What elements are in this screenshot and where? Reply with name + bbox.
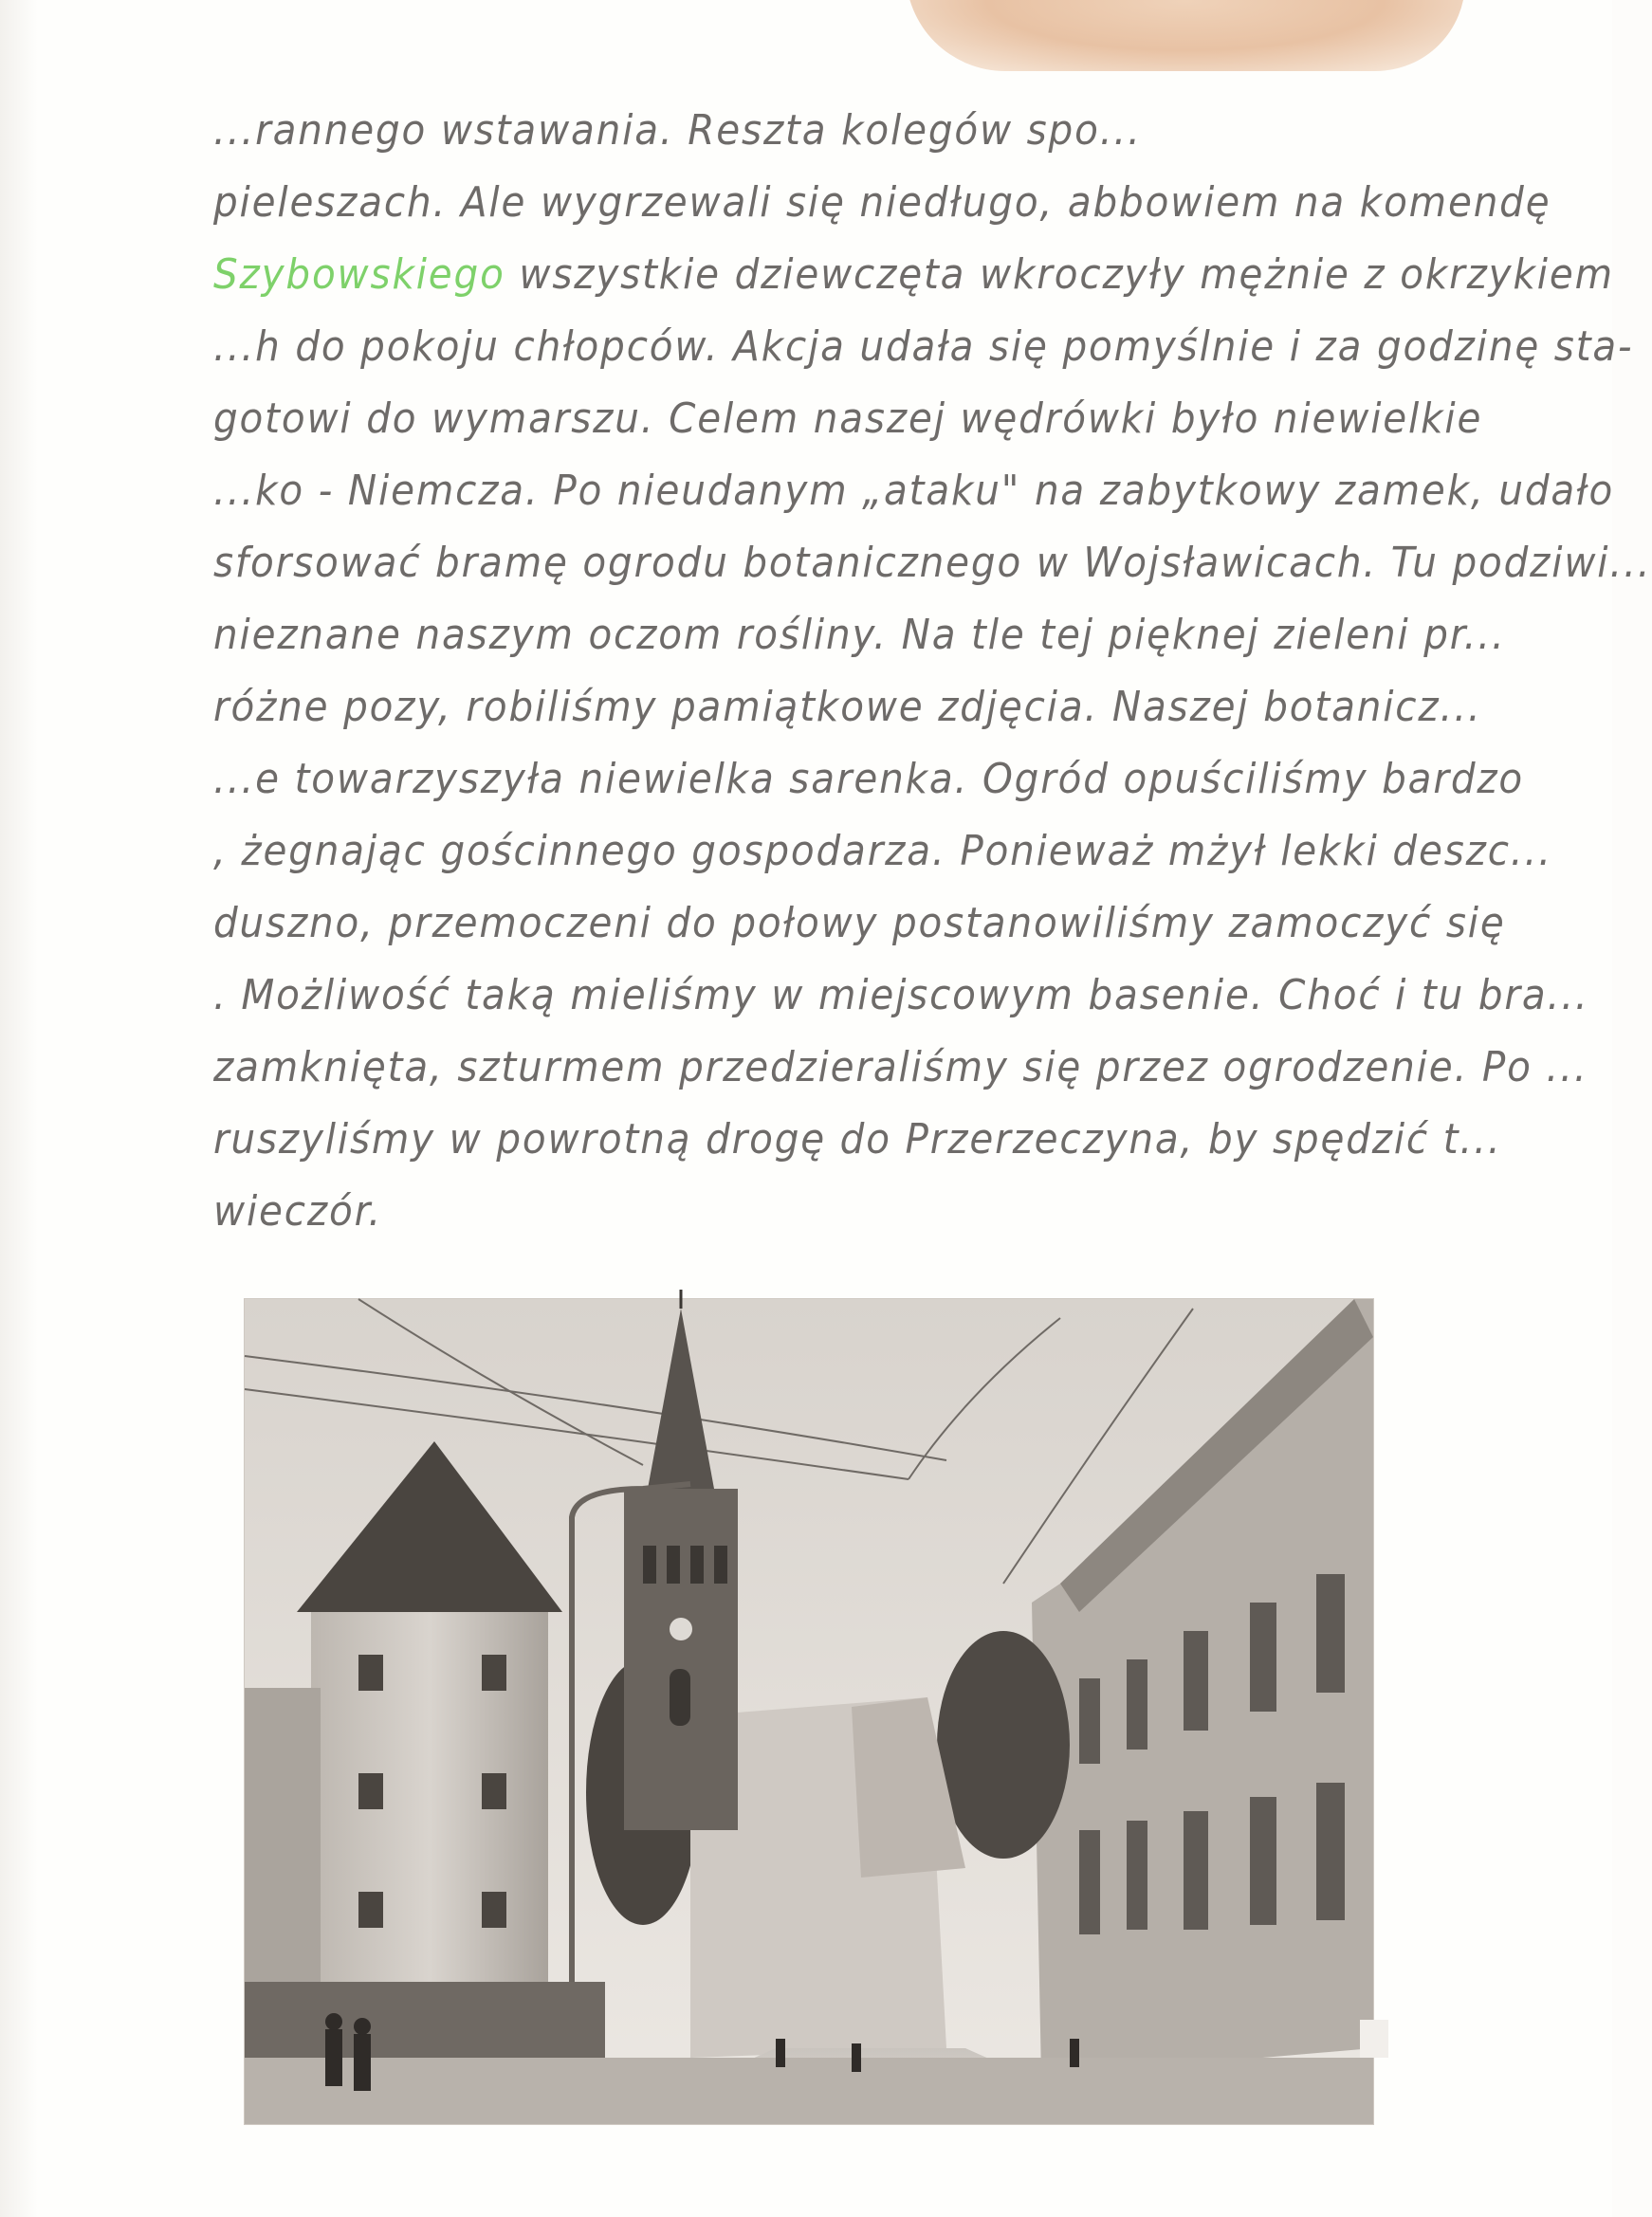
photograph — [245, 1299, 1373, 2124]
street-photo — [245, 1299, 1373, 2124]
text-line-8: nieznane naszym oczom rośliny. Na tle tej pięknej zieleni pr... — [213, 611, 1506, 659]
text-line-12: duszno, przemoczeni do połowy postanowiliśmy zamoczyć się — [213, 899, 1506, 947]
text-line-2: pieleszach. Ale wygrzewali się niedługo, abbowiem na komendę — [213, 178, 1551, 227]
text-line-7: sforsować bramę ogrodu botanicznego w Wojsławicach. Tu podziwi... — [213, 539, 1652, 587]
text-line-15: ruszyliśmy w powrotną drogę do Przerzeczyna, by spędzić t... — [213, 1115, 1502, 1163]
text-line-4: ...h do pokoju chłopców. Akcja udała się pomyślnie i za godzinę sta- — [213, 322, 1634, 371]
text-line-13: . Możliwość taką mieliśmy w miejscowym basenie. Choć i tu bra... — [213, 971, 1589, 1019]
torn-corner — [1360, 2020, 1388, 2058]
highlighted-word: Szybowskiego — [213, 250, 505, 299]
handwritten-text — [213, 95, 1652, 1248]
text-line-9: różne pozy, robiliśmy pamiątkowe zdjęcia. Naszej botanicz... — [213, 683, 1482, 731]
tree — [937, 1631, 1070, 1859]
clock — [670, 1618, 692, 1640]
text-line-11: , żegnając gościnnego gospodarza. Ponieważ mżył lekki deszc... — [213, 827, 1552, 875]
text-line-3: Szybowskiego wszystkie dziewczęta wkroczyły mężnie z okrzykiem — [213, 250, 1614, 299]
text-line-5: gotowi do wymarszu. Celem naszej wędrówki było niewielkie — [213, 394, 1483, 443]
stone-wall — [245, 1982, 605, 2067]
page-edge-shadow — [0, 0, 38, 2217]
street-scene-illustration — [245, 1299, 1373, 2124]
text-line-10: ...e towarzyszyła niewielka sarenka. Ogród opuściliśmy bardzo — [213, 755, 1525, 803]
church-tower — [624, 1489, 738, 1830]
finger-blur — [906, 0, 1465, 71]
text-line-16: wieczór. — [213, 1187, 383, 1236]
text-line-6: ...ko - Niemcza. Po nieudanym „ataku" na zabytkowy zamek, udało — [213, 467, 1615, 515]
text-line-14: zamknięta, szturmem przedzieraliśmy się przez ogrodzenie. Po ... — [213, 1043, 1588, 1091]
text-line-1: ...rannego wstawania. Reszta kolegów spo... — [213, 106, 1142, 155]
